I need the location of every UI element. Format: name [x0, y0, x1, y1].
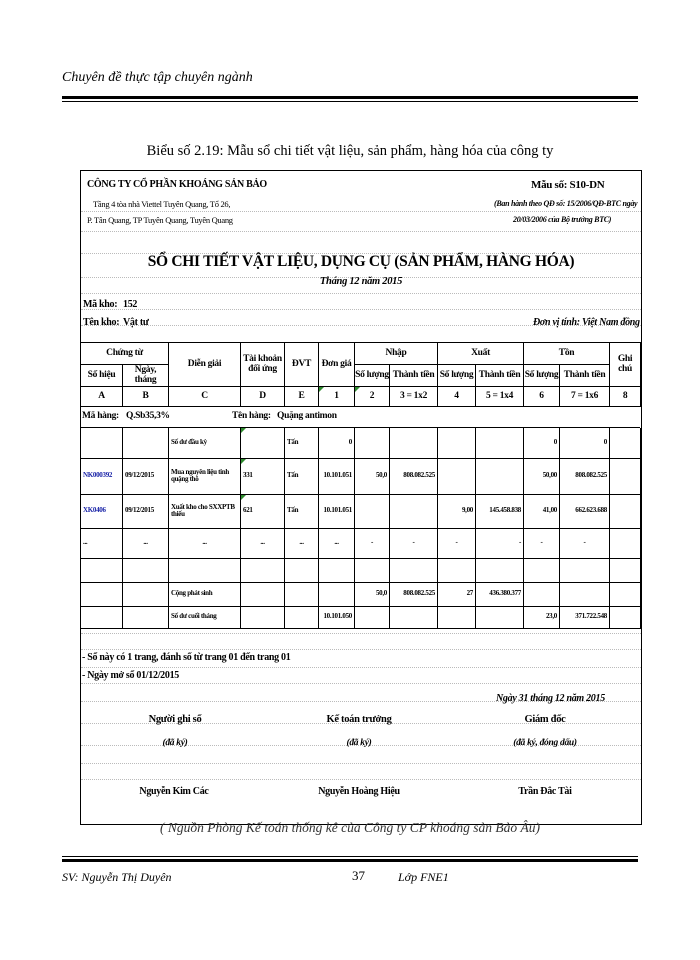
col-ghi-chu: Ghi chú: [610, 343, 641, 387]
form-issued-line2: 20/03/2006 của Bộ trưởng BTC): [513, 215, 612, 224]
cell-dien-giai: [169, 558, 241, 582]
cell-ngay: ...: [123, 528, 169, 558]
table-row: [81, 528, 641, 558]
cell-dvt: Tấn: [285, 428, 319, 458]
cell-xuat-tt: 145.458.838: [476, 494, 524, 528]
column-code: B: [123, 387, 169, 407]
col-chung-tu: Chứng từ: [81, 343, 169, 365]
cell-so-hieu: NK000392: [81, 458, 123, 494]
cell-ngay: [123, 558, 169, 582]
cell-ghi-chu: [610, 606, 641, 628]
cell-nhap-tt: 808.082.525: [390, 458, 438, 494]
preparer-name: Nguyễn Kim Các: [139, 786, 209, 797]
header-rule-thin: [62, 101, 638, 102]
cell-ton-sl: 0: [524, 428, 560, 458]
col-ton: Tồn: [524, 343, 610, 365]
company-name: CÔNG TY CỔ PHẦN KHOÁNG SẢN BẢO: [87, 179, 267, 190]
cell-xuat-sl: 27: [438, 582, 476, 606]
item-code: Q.Sb35,3%: [126, 411, 170, 421]
col-ton-thanh-tien: Thành tiền: [560, 365, 610, 387]
column-code: 7 = 1x6: [560, 387, 610, 407]
cell-ghi-chu: [610, 528, 641, 558]
cell-ton-sl: [524, 582, 560, 606]
item-code-label: Mã hàng:: [82, 411, 119, 421]
col-dvt: ĐVT: [285, 343, 319, 387]
col-ton-so-luong: Số lượng: [524, 365, 560, 387]
cell-ton-tt: -: [560, 528, 610, 558]
cell-ngay: 09/12/2015: [123, 458, 169, 494]
table-row: [81, 494, 641, 528]
cell-nhap-tt: [390, 558, 438, 582]
col-so-hieu: Số hiệu: [81, 365, 123, 387]
col-nhap: Nhập: [355, 343, 438, 365]
ledger-title: SỔ CHI TIẾT VẬT LIỆU, DỤNG CỤ (SẢN PHẨM, HÀNG HÓA): [147, 253, 575, 270]
cell-don-gia: ...: [319, 528, 355, 558]
cell-tk: ...: [241, 528, 285, 558]
cell-so-hieu: [81, 606, 123, 628]
warehouse-name: Vật tư: [123, 317, 149, 328]
footer-page-number: 37: [352, 868, 365, 883]
cell-tk: [241, 558, 285, 582]
company-address-line2: P. Tân Quang, TP Tuyên Quang, Tuyên Quang: [87, 215, 233, 225]
cell-nhap-tt: [390, 494, 438, 528]
company-address-line1: Tầng 4 tòa nhà Viettel Tuyên Quang, Tổ 26,: [93, 199, 231, 209]
footer-rule-thick: [62, 859, 638, 862]
note-open-date: - Ngày mở sổ 01/12/2015: [82, 670, 179, 681]
cell-ngay: [123, 606, 169, 628]
cell-ghi-chu: [610, 458, 641, 494]
cell-ngay: [123, 582, 169, 606]
cell-dien-giai: Xuất kho cho SXXPTB thiếu: [169, 494, 241, 528]
cell-ngay: 09/12/2015: [123, 494, 169, 528]
column-code: 6: [524, 387, 560, 407]
director-name: Trần Đắc Tài: [518, 786, 572, 797]
ledger-period: Tháng 12 năm 2015: [319, 276, 403, 287]
cell-xuat-sl: 9,00: [438, 494, 476, 528]
cell-dvt: [285, 558, 319, 582]
cell-nhap-sl: [355, 428, 390, 458]
cell-ton-tt: [560, 582, 610, 606]
cell-don-gia: [319, 582, 355, 606]
form-issued-line1: (Ban hành theo QĐ số: 15/2006/QĐ-BTC ngày: [494, 199, 638, 208]
ledger-header-table: [80, 342, 641, 407]
warehouse-code-label: Mã kho:: [83, 299, 118, 310]
cell-xuat-sl: [438, 428, 476, 458]
cell-nhap-sl: [355, 494, 390, 528]
column-code-row: [81, 387, 641, 407]
cell-so-hieu: [81, 428, 123, 458]
cell-dvt: Tấn: [285, 494, 319, 528]
table-row: [81, 606, 641, 628]
cell-ton-tt: [560, 558, 610, 582]
col-nhap-thanh-tien: Thành tiền: [390, 365, 438, 387]
chief-accountant-name: Nguyễn Hoàng Hiệu: [318, 786, 400, 797]
cell-nhap-tt: 808.082.525: [390, 582, 438, 606]
table-row: [81, 428, 641, 458]
cell-xuat-tt: [476, 458, 524, 494]
column-code: 3 = 1x2: [390, 387, 438, 407]
cell-dien-giai: Cộng phát sinh: [169, 582, 241, 606]
column-code: 2: [355, 387, 390, 407]
cell-ton-sl: 50,00: [524, 458, 560, 494]
cell-tk: 331: [241, 458, 285, 494]
source-note: ( Nguồn Phòng Kế toán thống kê của Công ty CP khoáng sản Bảo Âu): [160, 820, 540, 835]
col-don-gia: Đơn giá: [319, 343, 355, 387]
cell-tk: 621: [241, 494, 285, 528]
cell-don-gia: 0: [319, 428, 355, 458]
cell-xuat-tt: [476, 606, 524, 628]
footer-student: SV: Nguyễn Thị Duyên: [62, 870, 172, 884]
table-row: [81, 558, 641, 582]
cell-ton-tt: 371.722.548: [560, 606, 610, 628]
cell-xuat-sl: [438, 558, 476, 582]
header-rule-thick: [62, 96, 638, 99]
cell-dien-giai: ...: [169, 528, 241, 558]
cell-nhap-sl: -: [355, 528, 390, 558]
col-nhap-so-luong: Số lượng: [355, 365, 390, 387]
cell-nhap-sl: 50,0: [355, 582, 390, 606]
cell-ghi-chu: [610, 582, 641, 606]
cell-ghi-chu: [610, 494, 641, 528]
col-dien-giai: Diễn giải: [169, 343, 241, 387]
cell-so-hieu: [81, 582, 123, 606]
col-ngay-thang: Ngày, tháng: [123, 365, 169, 387]
director-signed-note: (đã ký, đóng dấu): [513, 738, 577, 748]
cell-ghi-chu: [610, 428, 641, 458]
table-row: [81, 458, 641, 494]
cell-tk: [241, 582, 285, 606]
cell-don-gia: 10.101.051: [319, 458, 355, 494]
cell-dien-giai: Mua nguyên liệu tinh quặng thô: [169, 458, 241, 494]
column-code: C: [169, 387, 241, 407]
column-code: D: [241, 387, 285, 407]
cell-tk: [241, 428, 285, 458]
cell-nhap-tt: -: [390, 528, 438, 558]
cell-ton-sl: [524, 558, 560, 582]
preparer-title: Người ghi sổ: [148, 714, 202, 725]
cell-so-hieu: XK0406: [81, 494, 123, 528]
warehouse-code: 152: [123, 299, 138, 310]
cell-ghi-chu: [610, 558, 641, 582]
director-title: Giám đốc: [524, 714, 566, 725]
warehouse-name-label: Tên kho:: [83, 317, 120, 328]
cell-nhap-sl: 50,0: [355, 458, 390, 494]
cell-xuat-tt: [476, 428, 524, 458]
preparer-signed-note: (đã ký): [162, 738, 188, 748]
table-row: [81, 582, 641, 606]
column-code: 5 = 1x4: [476, 387, 524, 407]
cell-dien-giai: Số dư cuối tháng: [169, 606, 241, 628]
footer-rule-thin: [62, 856, 638, 857]
cell-xuat-tt: [476, 558, 524, 582]
ledger-data-table: [80, 428, 641, 629]
column-code: A: [81, 387, 123, 407]
cell-nhap-sl: [355, 606, 390, 628]
item-name-label: Tên hàng:: [232, 411, 271, 421]
cell-ton-tt: 0: [560, 428, 610, 458]
cell-xuat-sl: [438, 458, 476, 494]
cell-don-gia: 10.101.051: [319, 494, 355, 528]
column-code: 4: [438, 387, 476, 407]
col-xuat-so-luong: Số lượng: [438, 365, 476, 387]
cell-nhap-tt: [390, 428, 438, 458]
cell-nhap-sl: [355, 558, 390, 582]
item-info-row: [80, 407, 640, 428]
form-code: Mẫu số: S10-DN: [531, 179, 605, 191]
cell-ton-sl: 41,00: [524, 494, 560, 528]
currency-unit: Đơn vị tính: Việt Nam đồng: [533, 317, 640, 328]
cell-ton-sl: 23,0: [524, 606, 560, 628]
cell-so-hieu: ...: [81, 528, 123, 558]
cell-dvt: ...: [285, 528, 319, 558]
signature-date: Ngày 31 tháng 12 năm 2015: [496, 693, 605, 704]
cell-dien-giai: Số dư đầu kỳ: [169, 428, 241, 458]
cell-don-gia: [319, 558, 355, 582]
col-xuat-thanh-tien: Thành tiền: [476, 365, 524, 387]
cell-ngay: [123, 428, 169, 458]
cell-dvt: Tấn: [285, 458, 319, 494]
cell-so-hieu: [81, 558, 123, 582]
column-code: 8: [610, 387, 641, 407]
footer-class: Lớp FNE1: [398, 870, 449, 884]
cell-ton-tt: 808.082.525: [560, 458, 610, 494]
cell-dvt: [285, 606, 319, 628]
chief-accountant-signed-note: (đã ký): [346, 738, 372, 748]
col-xuat: Xuất: [438, 343, 524, 365]
cell-xuat-tt: -: [476, 528, 524, 558]
cell-ton-sl: -: [524, 528, 560, 558]
chief-accountant-title: Kế toán trưởng: [326, 714, 392, 725]
cell-nhap-tt: [390, 606, 438, 628]
figure-caption: Biểu số 2.19: Mẫu sổ chi tiết vật liệu, sản phẩm, hàng hóa của công ty: [146, 143, 554, 159]
note-pages: - Sổ này có 1 trang, đánh số từ trang 01 đến trang 01: [82, 652, 291, 663]
col-tk-doi-ung: Tài khoản đối ứng: [241, 343, 285, 387]
cell-don-gia: 10.101.050: [319, 606, 355, 628]
column-code: 1: [319, 387, 355, 407]
cell-xuat-sl: [438, 606, 476, 628]
cell-xuat-sl: -: [438, 528, 476, 558]
document-header-title: Chuyên đề thực tập chuyên ngành: [62, 70, 253, 85]
cell-xuat-tt: 436.380.377: [476, 582, 524, 606]
cell-ton-tt: 662.623.688: [560, 494, 610, 528]
column-code: E: [285, 387, 319, 407]
item-name: Quặng antimon: [277, 411, 337, 421]
cell-tk: [241, 606, 285, 628]
cell-dvt: [285, 582, 319, 606]
